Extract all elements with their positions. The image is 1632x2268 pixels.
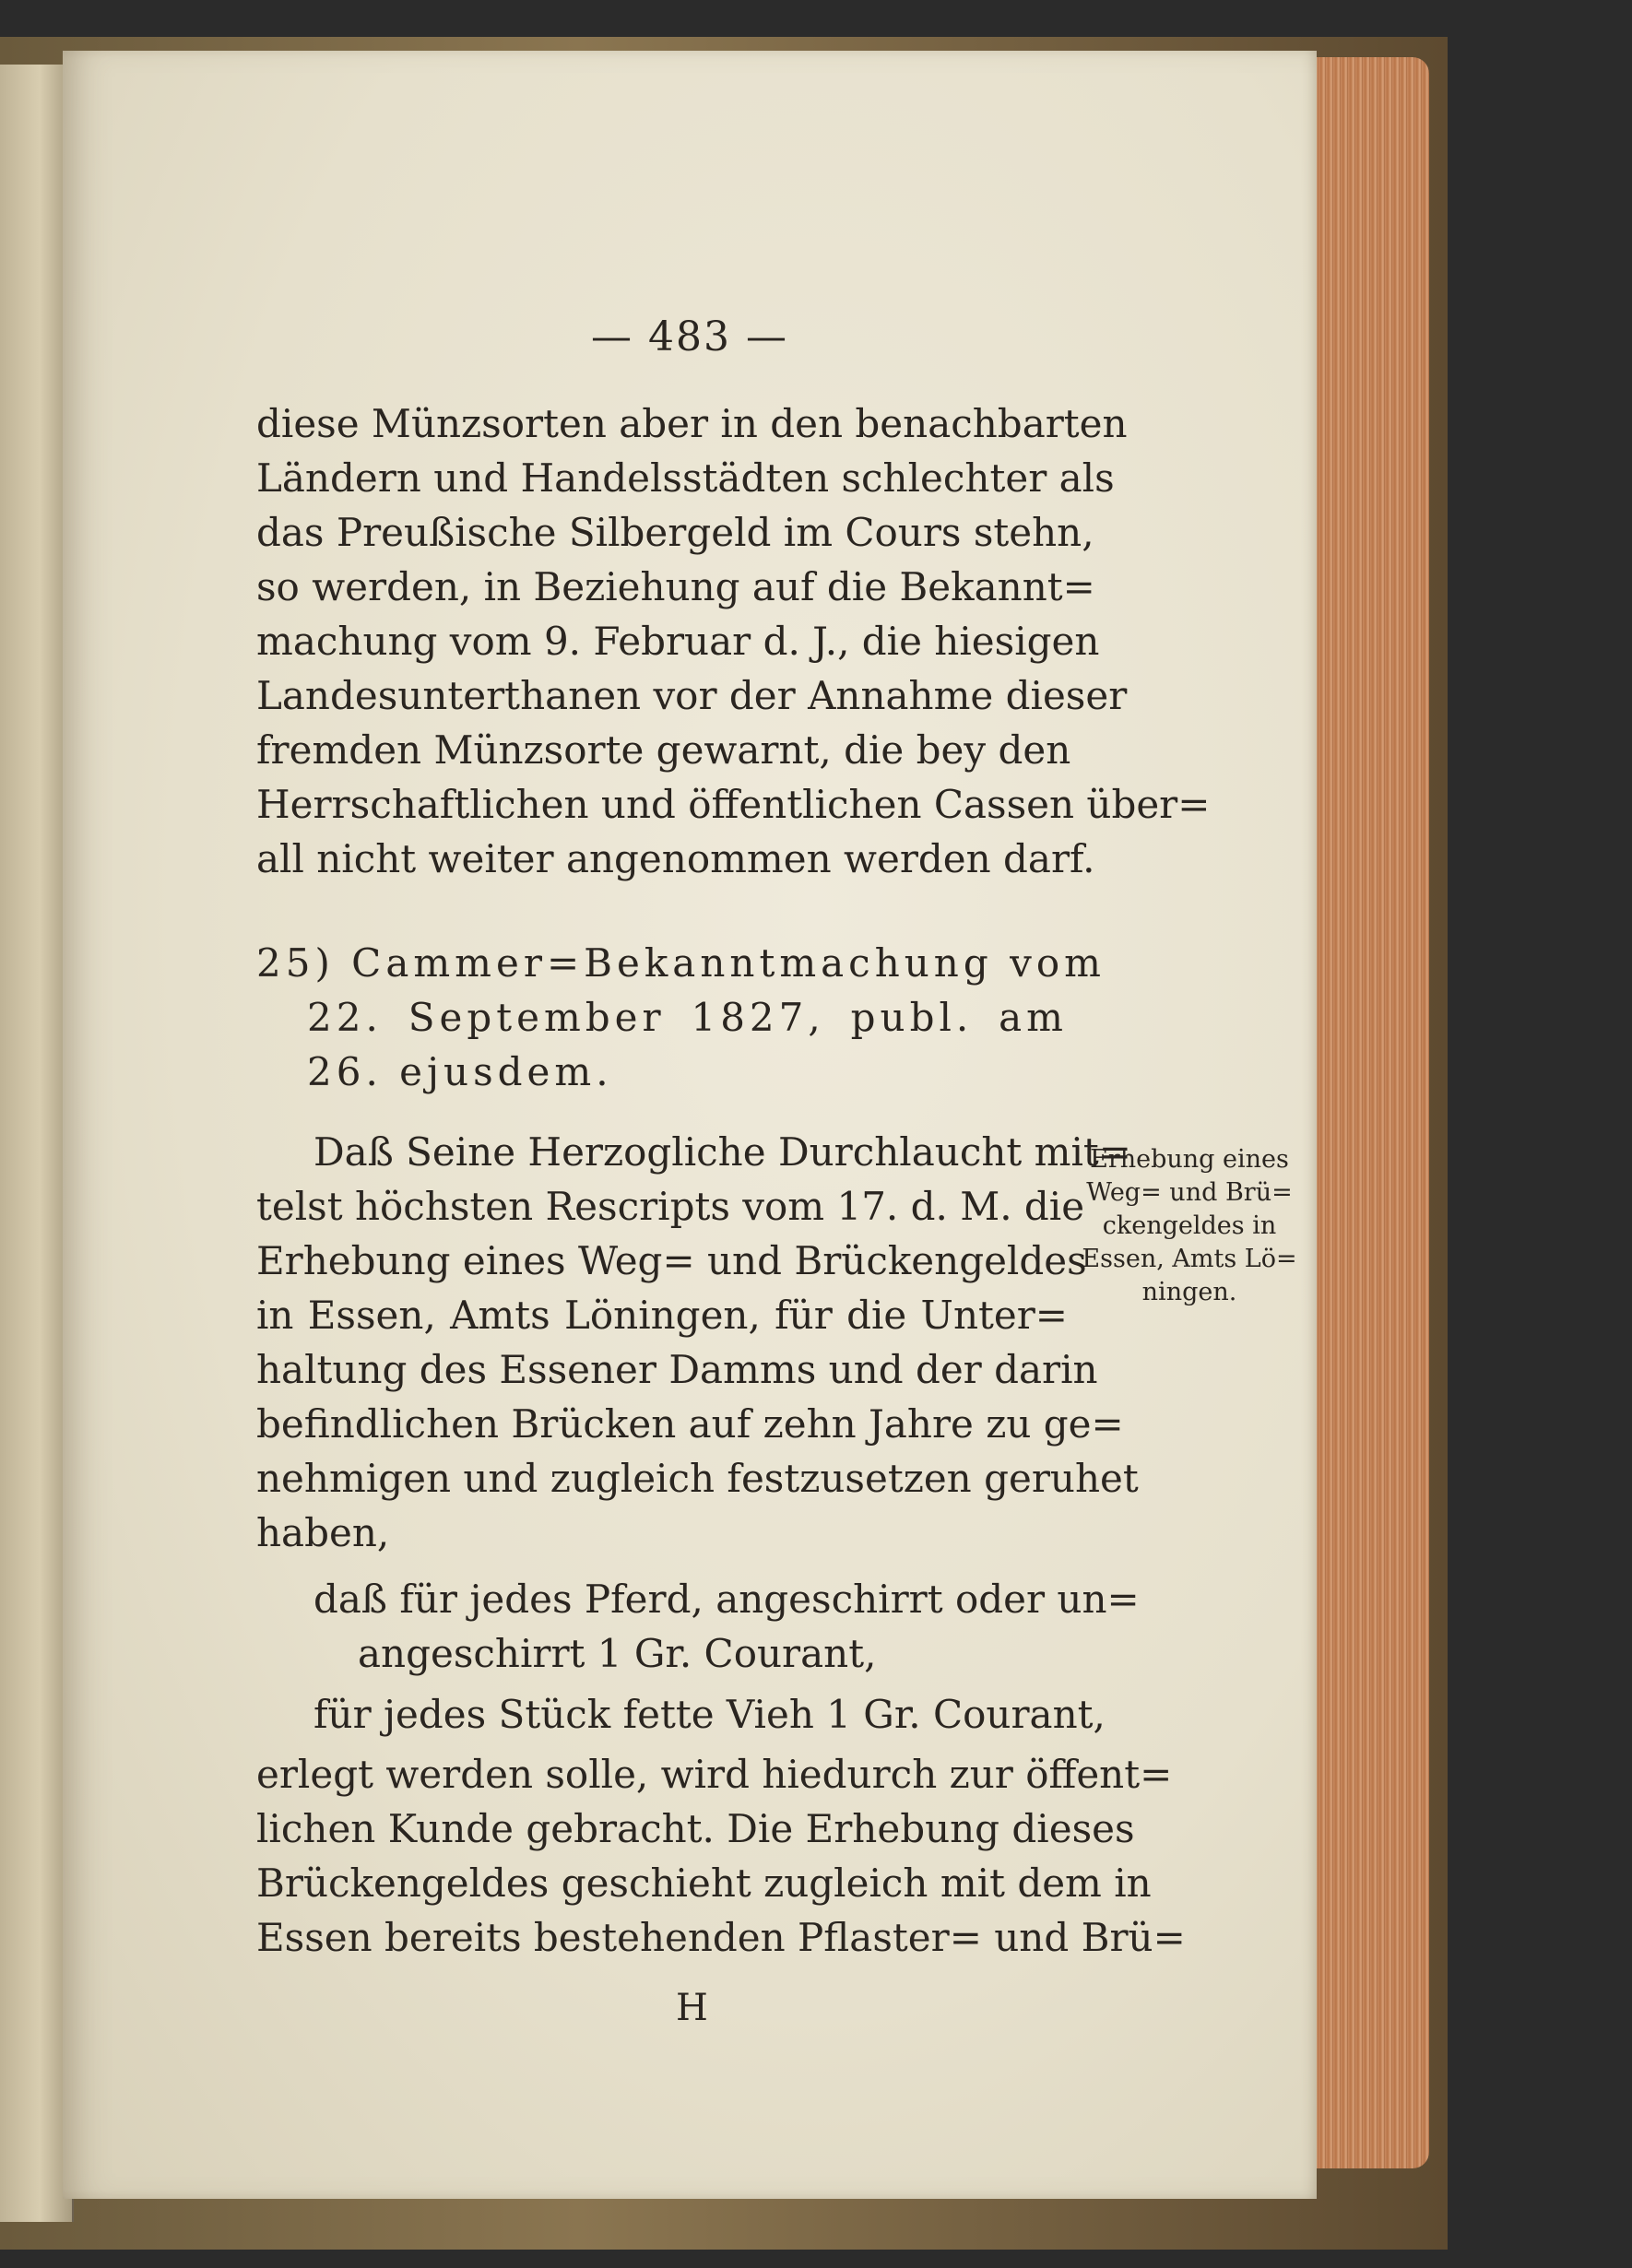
text-line: fremden Münzsorte gewarnt, die bey den	[256, 727, 1071, 773]
text-line: diese Münzsorten aber in den benachbarten	[256, 401, 1128, 446]
text-line: lichen Kunde gebracht. Die Erhebung dieses	[256, 1806, 1135, 1851]
text-line: so werden, in Beziehung auf die Bekannt=	[256, 564, 1095, 609]
heading-line: 26. ejusdem.	[307, 1049, 613, 1094]
text-line: haben,	[256, 1510, 390, 1555]
text-line: das Preußische Silbergeld im Cours stehn,	[256, 510, 1094, 555]
paragraph-3	[256, 1747, 1186, 1965]
text-line: nehmigen und zugleich festzusetzen geruhet	[256, 1456, 1139, 1501]
margin-note	[1079, 1143, 1300, 1309]
text-line: telst höchsten Rescripts vom 17. d. M. die	[256, 1184, 1085, 1229]
text-line: Landesunterthanen vor der Annahme dieser	[256, 673, 1128, 718]
margin-note-line: Erhebung eines	[1090, 1145, 1289, 1174]
tariff-item-1	[256, 1572, 1140, 1681]
margin-note-line: Weg= und Brü=	[1086, 1178, 1293, 1207]
paragraph-2	[256, 1125, 1139, 1560]
text-line: erlegt werden solle, wird hiedurch zur öffent=	[256, 1752, 1173, 1797]
book-page	[63, 51, 1317, 2199]
heading-line: 22. September 1827, publ. am	[307, 995, 1068, 1040]
margin-note-line: ningen.	[1141, 1278, 1237, 1306]
text-line: Erhebung eines Weg= und Brückengeldes	[256, 1238, 1087, 1283]
text-line: Herrschaftlichen und öffentlichen Cassen über=	[256, 782, 1211, 827]
margin-note-line: Essen, Amts Lö=	[1082, 1245, 1297, 1273]
text-line: befindlichen Brücken auf zehn Jahre zu ge=	[256, 1401, 1124, 1447]
heading-line: 25) Cammer=Bekanntmachung vom	[256, 940, 1106, 986]
text-line: all nicht weiter angenommen werden darf.	[256, 836, 1095, 881]
text-line: Brückengeldes geschieht zugleich mit dem in	[256, 1860, 1152, 1906]
paragraph-1	[256, 396, 1211, 886]
text-line: in Essen, Amts Löningen, für die Unter=	[256, 1293, 1068, 1338]
text-line: für jedes Stück fette Vieh 1 Gr. Courant,	[313, 1692, 1106, 1737]
catchword: H	[676, 1987, 708, 2029]
tariff-item-2	[256, 1687, 1106, 1742]
text-line: daß für jedes Pferd, angeschirrt oder un=	[313, 1577, 1140, 1622]
text-line: Daß Seine Herzogliche Durchlaucht mit=	[313, 1129, 1131, 1175]
text-line: haltung des Essener Damms und der darin	[256, 1347, 1098, 1392]
text-line: Essen bereits bestehenden Pflaster= und Brü=	[256, 1915, 1186, 1960]
text-line: Ländern und Handelsstädten schlechter als	[256, 455, 1115, 501]
page-number: — 483 —	[591, 313, 788, 360]
text-line: machung vom 9. Februar d. J., die hiesigen	[256, 619, 1100, 664]
section-heading	[256, 936, 1106, 1099]
text-line: angeschirrt 1 Gr. Courant,	[358, 1631, 877, 1676]
margin-note-line: ckengeldes in	[1102, 1211, 1277, 1240]
